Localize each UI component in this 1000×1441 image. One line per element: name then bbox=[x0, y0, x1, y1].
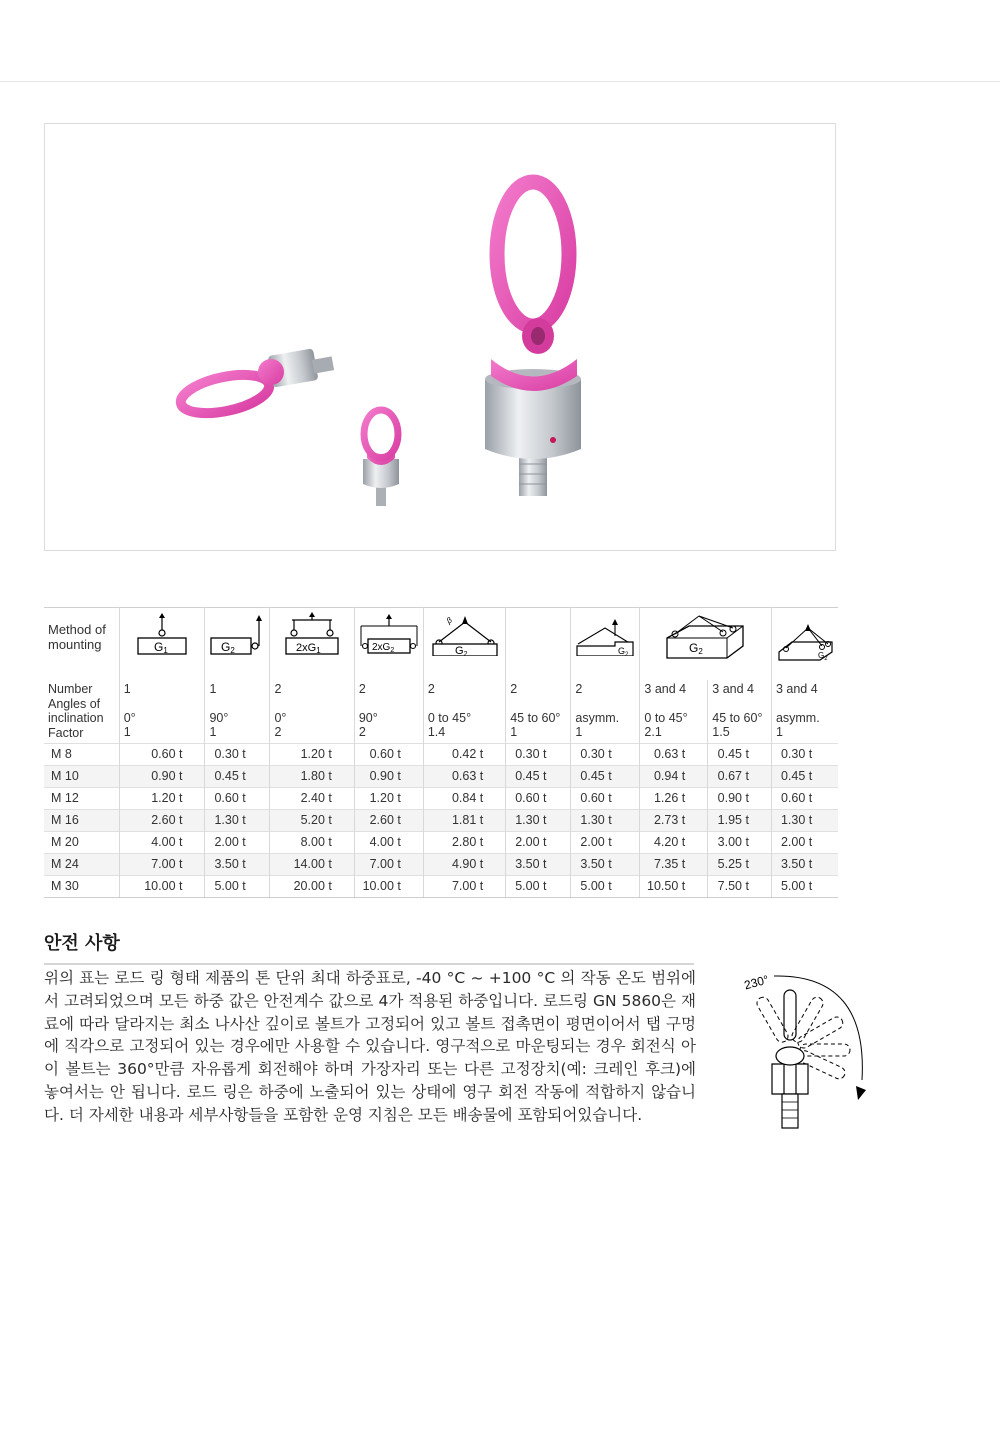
svg-text:G2: $G_2$ bbox=[618, 646, 629, 656]
svg-text:G1: G1 bbox=[154, 640, 168, 655]
meta-col-5: 2 0 to 45° 1.4 bbox=[423, 680, 505, 744]
load-value-cell: 0.45 t bbox=[771, 766, 838, 788]
meta-col-9: 3 and 4 45 to 60° 1.5 bbox=[708, 680, 772, 744]
mounting-icon-g2-asymm bbox=[571, 608, 640, 681]
meta-col-10: 3 and 4 asymm. 1 bbox=[771, 680, 838, 744]
mounting-icon-2xg1 bbox=[270, 608, 354, 681]
large-eye-bolt-image bbox=[485, 182, 581, 496]
load-value-cell: 1.30 t bbox=[571, 810, 640, 832]
load-value-cell: 5.00 t bbox=[506, 876, 571, 898]
method-label: Method of mounting bbox=[48, 622, 106, 652]
thread-size-cell: M 10 bbox=[44, 766, 119, 788]
load-value-cell: 1.95 t bbox=[708, 810, 772, 832]
load-value-cell: 7.35 t bbox=[640, 854, 708, 876]
table-row bbox=[44, 744, 838, 766]
number-angle-factor-row bbox=[44, 680, 838, 744]
load-value-cell: 1.81 t bbox=[423, 810, 505, 832]
load-value-cell: 5.00 t bbox=[571, 876, 640, 898]
mounting-method-row bbox=[44, 608, 838, 681]
svg-text:G2: G2 bbox=[221, 640, 236, 655]
load-value-cell: 0.60 t bbox=[119, 744, 205, 766]
meta-col-8: 3 and 4 0 to 45° 2.1 bbox=[640, 680, 708, 744]
svg-text:2xG2: $2xG_2$ bbox=[371, 642, 395, 654]
load-value-cell: 1.20 t bbox=[119, 788, 205, 810]
svg-text:β: β bbox=[444, 615, 454, 626]
table-row bbox=[44, 854, 838, 876]
table-row bbox=[44, 788, 838, 810]
load-value-cell: 8.00 t bbox=[270, 832, 354, 854]
mounting-icon-g1 bbox=[119, 608, 205, 681]
thread-size-cell: M 12 bbox=[44, 788, 119, 810]
load-value-cell: 0.90 t bbox=[119, 766, 205, 788]
load-value-cell: 7.50 t bbox=[708, 876, 772, 898]
load-value-cell: 14.00 t bbox=[270, 854, 354, 876]
load-value-cell: 7.00 t bbox=[119, 854, 205, 876]
rotation-angle-label: 230° bbox=[742, 972, 771, 993]
thread-size-cell: M 8 bbox=[44, 744, 119, 766]
mounting-icon-g2-side bbox=[205, 608, 270, 681]
load-value-cell: 4.00 t bbox=[354, 832, 423, 854]
mounting-icon-g2-angle bbox=[423, 608, 505, 681]
load-value-cell: 1.30 t bbox=[771, 810, 838, 832]
load-value-cell: 10.50 t bbox=[640, 876, 708, 898]
load-value-cell: 1.30 t bbox=[506, 810, 571, 832]
thread-size-cell: M 20 bbox=[44, 832, 119, 854]
thread-size-cell: M 16 bbox=[44, 810, 119, 832]
load-value-cell: 0.30 t bbox=[571, 744, 640, 766]
load-value-cell: 0.45 t bbox=[571, 766, 640, 788]
load-value-cell: 20.00 t bbox=[270, 876, 354, 898]
load-value-cell: 1.80 t bbox=[270, 766, 354, 788]
load-value-cell: 0.45 t bbox=[506, 766, 571, 788]
safety-body: 위의 표는 로드 링 형태 제품의 톤 단위 최대 하중표로, -40 °C ~ +100 °C 의 작동 온도 범위에서 고려되었으며 모든 하중 값은 안전계수 값으로 4가 적용된 하중입니다. 로드링 GN 5860은 재료에 따라 달라지는 최소 나사산 깊이로 볼트가 고정되어 있고 볼트 접촉면이 평면이어서 탭 구멍에 직각으로 고정되어 있는 경우에만 사용할 수 있습니다. 영구적으로 마운팅되는 경우 회전식 아이 볼트는 360°만큼 자유롭게 회전해야 하며 가장자리 또는 다른 고정장치(예: 크레인 후크)에 놓여서는 안 됩니다. 로드 링은 하중에 노출되어 있는 상태에 영구 회전 작동에 적합하지 않습니다. 더 자세한 내용과 세부사항들을 포함한 운영 지침은 모든 배송물에 포함되어있습니다. bbox=[44, 969, 696, 1124]
load-value-cell: 5.00 t bbox=[771, 876, 838, 898]
load-value-cell: 7.00 t bbox=[423, 876, 505, 898]
rotation-diagram bbox=[740, 960, 880, 1144]
small-eye-bolt-image bbox=[363, 410, 399, 506]
svg-text:G2: G2 bbox=[688, 641, 703, 656]
load-value-cell: 5.25 t bbox=[708, 854, 772, 876]
svg-text:G2: $G_2$ bbox=[817, 651, 828, 662]
meta-labels: Number Angles of inclination Factor bbox=[48, 682, 104, 740]
load-value-cell: 5.00 t bbox=[205, 876, 270, 898]
load-value-cell: 0.60 t bbox=[354, 744, 423, 766]
load-value-cell: 0.45 t bbox=[205, 766, 270, 788]
load-value-cell: 1.26 t bbox=[640, 788, 708, 810]
table-row bbox=[44, 810, 838, 832]
load-value-cell: 0.94 t bbox=[640, 766, 708, 788]
load-value-cell: 0.30 t bbox=[205, 744, 270, 766]
load-value-cell: 2.60 t bbox=[119, 810, 205, 832]
load-value-cell: 0.30 t bbox=[506, 744, 571, 766]
mounting-icon-g2-four-asymm bbox=[771, 608, 838, 681]
load-value-cell: 1.20 t bbox=[270, 744, 354, 766]
load-value-cell: 0.60 t bbox=[506, 788, 571, 810]
meta-col-4: 2 90° 2 bbox=[354, 680, 423, 744]
meta-col-2: 1 90° 1 bbox=[205, 680, 270, 744]
thread-size-cell: M 24 bbox=[44, 854, 119, 876]
mounting-icon-g2-four-point bbox=[640, 608, 772, 681]
load-value-cell: 7.00 t bbox=[354, 854, 423, 876]
svg-text:G2: G2 bbox=[454, 645, 467, 656]
load-value-cell: 4.90 t bbox=[423, 854, 505, 876]
load-value-cell: 0.60 t bbox=[771, 788, 838, 810]
load-value-cell: 0.60 t bbox=[205, 788, 270, 810]
table-row bbox=[44, 876, 838, 898]
load-value-cell: 5.20 t bbox=[270, 810, 354, 832]
meta-col-1: 1 0° 1 bbox=[119, 680, 205, 744]
load-value-cell: 3.00 t bbox=[708, 832, 772, 854]
load-capacity-table bbox=[44, 607, 838, 898]
load-value-cell: 4.20 t bbox=[640, 832, 708, 854]
load-value-cell: 2.00 t bbox=[771, 832, 838, 854]
load-value-cell: 3.50 t bbox=[205, 854, 270, 876]
load-value-cell: 2.00 t bbox=[571, 832, 640, 854]
load-value-cell: 1.20 t bbox=[354, 788, 423, 810]
load-value-cell: 0.30 t bbox=[771, 744, 838, 766]
load-value-cell: 3.50 t bbox=[506, 854, 571, 876]
meta-col-6: 2 45 to 60° 1 bbox=[506, 680, 571, 744]
mounting-icon-empty bbox=[506, 608, 571, 681]
load-value-cell: 0.63 t bbox=[423, 766, 505, 788]
header-divider bbox=[0, 81, 1000, 82]
mounting-icon-2xg2 bbox=[354, 608, 423, 681]
safety-title: 안전 사항 bbox=[44, 929, 694, 965]
load-value-cell: 1.30 t bbox=[205, 810, 270, 832]
meta-col-7: 2 asymm. 1 bbox=[571, 680, 640, 744]
load-value-cell: 0.90 t bbox=[354, 766, 423, 788]
load-value-cell: 2.00 t bbox=[205, 832, 270, 854]
load-value-cell: 0.63 t bbox=[640, 744, 708, 766]
meta-col-3: 2 0° 2 bbox=[270, 680, 354, 744]
thread-size-cell: M 30 bbox=[44, 876, 119, 898]
load-value-cell: 2.60 t bbox=[354, 810, 423, 832]
load-value-cell: 10.00 t bbox=[354, 876, 423, 898]
load-value-cell: 3.50 t bbox=[771, 854, 838, 876]
load-value-cell: 0.42 t bbox=[423, 744, 505, 766]
load-value-cell: 0.90 t bbox=[708, 788, 772, 810]
load-value-cell: 0.45 t bbox=[708, 744, 772, 766]
load-value-cell: 2.80 t bbox=[423, 832, 505, 854]
table-row bbox=[44, 832, 838, 854]
load-value-cell: 4.00 t bbox=[119, 832, 205, 854]
load-value-cell: 3.50 t bbox=[571, 854, 640, 876]
product-photo bbox=[44, 123, 836, 551]
svg-text:2xG1: 2xG1 bbox=[296, 642, 321, 655]
load-value-cell: 0.84 t bbox=[423, 788, 505, 810]
load-value-cell: 10.00 t bbox=[119, 876, 205, 898]
load-value-cell: 2.00 t bbox=[506, 832, 571, 854]
load-value-cell: 0.60 t bbox=[571, 788, 640, 810]
table-row bbox=[44, 766, 838, 788]
load-value-cell: 2.73 t bbox=[640, 810, 708, 832]
lying-eye-bolt-image bbox=[177, 348, 334, 420]
load-value-cell: 2.40 t bbox=[270, 788, 354, 810]
load-value-cell: 0.67 t bbox=[708, 766, 772, 788]
